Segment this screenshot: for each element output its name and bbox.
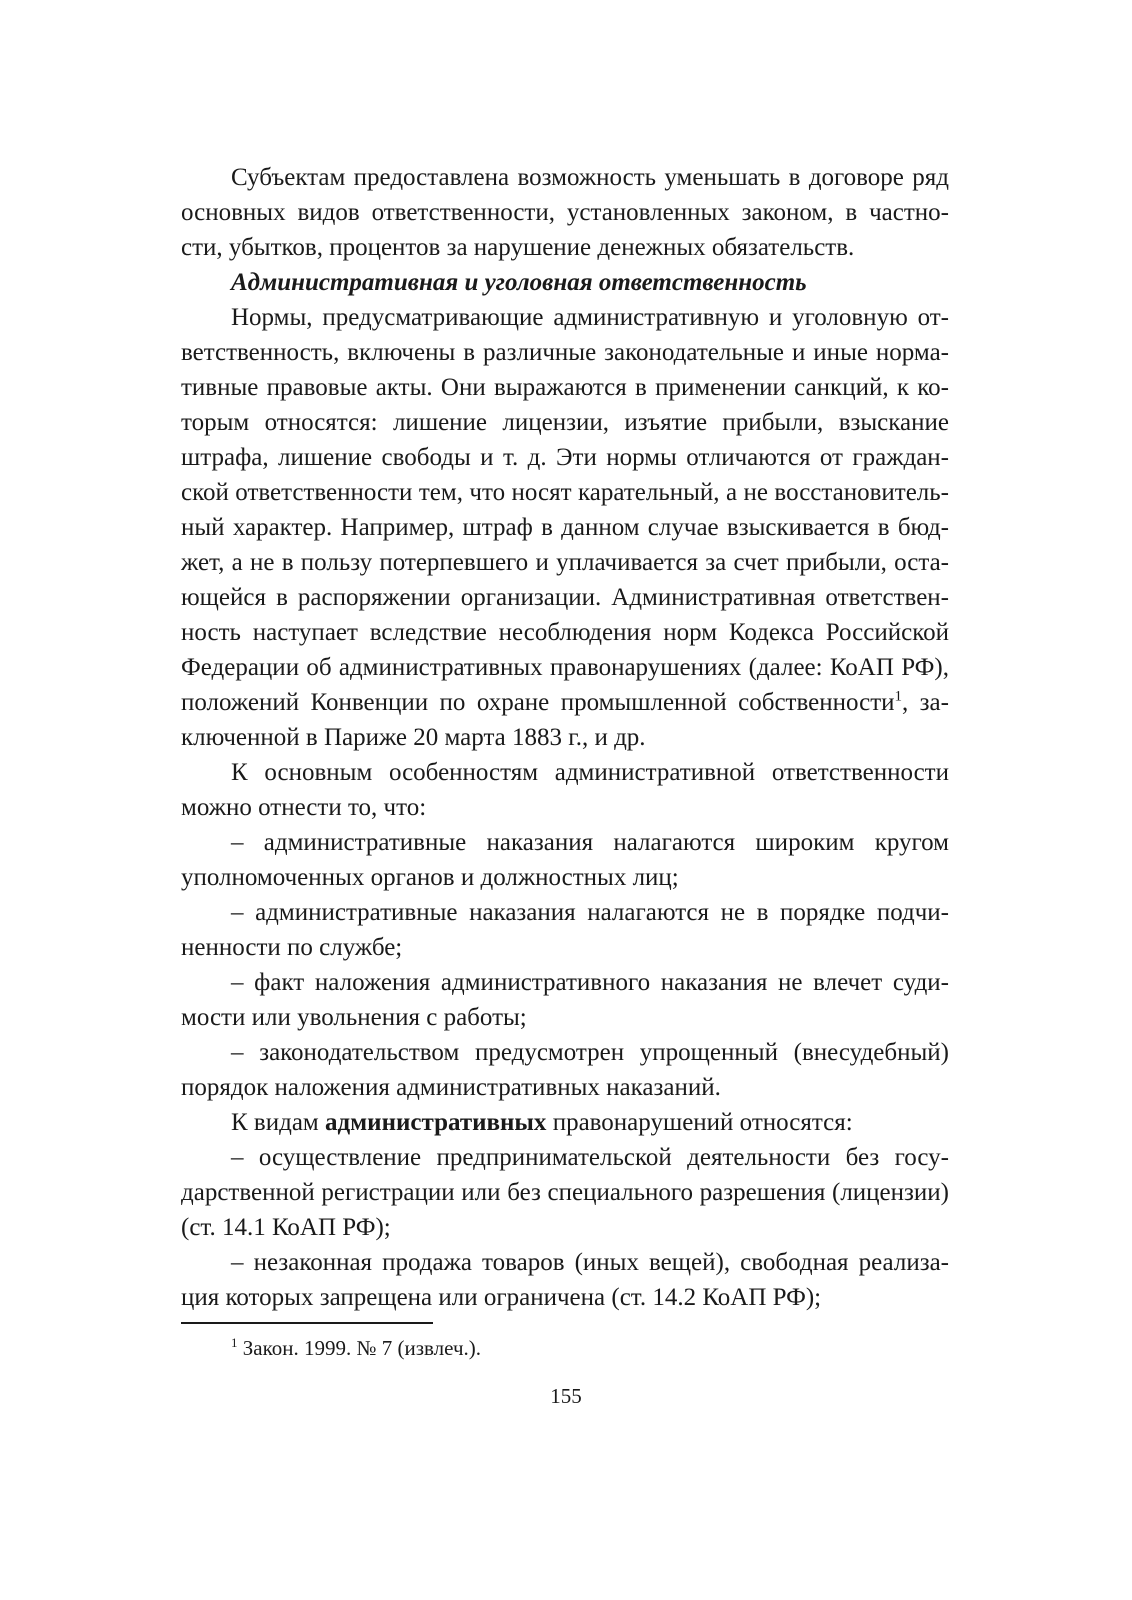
page-number: 155 xyxy=(550,1384,582,1408)
list-item-violation-2: – незаконная продажа товаров (иных вещей), свободная реализация которых запрещена или ограничена (ст. 14.2 КоАП РФ); xyxy=(181,1249,949,1311)
paragraph-norms-text-before: Нормы, предусматривающие административную и уголовную ответственность, включены в различные законодательные и иные нормативные правовые акты. Они выражаются в применении санкций, к которым относятся: лишение лицензии, изъятие прибыли, взыскание штрафа, лишение свободы и т. д. Эти нормы отличаются от гражданской ответственности тем, что носят карательный, а не восстановительный характер. Например, штраф в данном случае взыскивается в бюджет, а не в пользу потерпевшего и уплачивается за счет прибыли, остающейся в распоряжении организации. Административная ответственность наступает вследствие несоблюдения норм Кодекса Российской Федерации об административных правонарушениях (далее: КоАП РФ), положений Конвенции по охране промышленной собственности xyxy=(181,304,949,716)
list-item-feature-3: – факт наложения административного наказания не влечет судимости или увольнения с работы; xyxy=(181,969,949,1031)
page-body xyxy=(181,160,949,1315)
footnote-divider xyxy=(181,1322,433,1324)
paragraph-norms-text-after: , заключенной в Париже 20 марта 1883 г., и др. xyxy=(181,689,949,751)
list-item-feature-4: – законодательством предусмотрен упрощенный (внесудебный) порядок наложения административных наказаний. xyxy=(181,1039,949,1101)
paragraph-types-intro xyxy=(181,1105,949,1140)
paragraph-subjects-liability: Субъектам предоставлена возможность уменьшать в договоре ряд основных видов ответственности, установленных законом, в частности, убытков, процентов за нарушение денежных обязательств. xyxy=(181,164,949,261)
paragraph-features-intro: К основным особенностям административной ответственности можно отнести то, что: xyxy=(181,759,949,821)
paragraph-norms xyxy=(181,300,949,755)
types-intro-bold-term: административных xyxy=(325,1109,547,1136)
list-item-feature-1: – административные наказания налагаются широким кругом уполномоченных органов и должностных лиц; xyxy=(181,829,949,891)
footnote xyxy=(231,1334,931,1362)
section-heading: Административная и уголовная ответственность xyxy=(231,269,807,296)
types-intro-text-before: К видам xyxy=(231,1109,325,1136)
footnote-marker: 1 xyxy=(231,1335,238,1350)
list-item-feature-2: – административные наказания налагаются не в порядке подчиненности по службе; xyxy=(181,899,949,961)
footnote-reference: 1 xyxy=(894,688,902,705)
list-item-violation-1: – осуществление предпринимательской деятельности без государственной регистрации или без специального разрешения (лицензии) (ст. 14.1 КоАП РФ); xyxy=(181,1144,949,1241)
footnote-text: Закон. 1999. № 7 (извлеч.). xyxy=(237,1336,481,1360)
types-intro-text-after: правонарушений относятся: xyxy=(546,1109,853,1136)
